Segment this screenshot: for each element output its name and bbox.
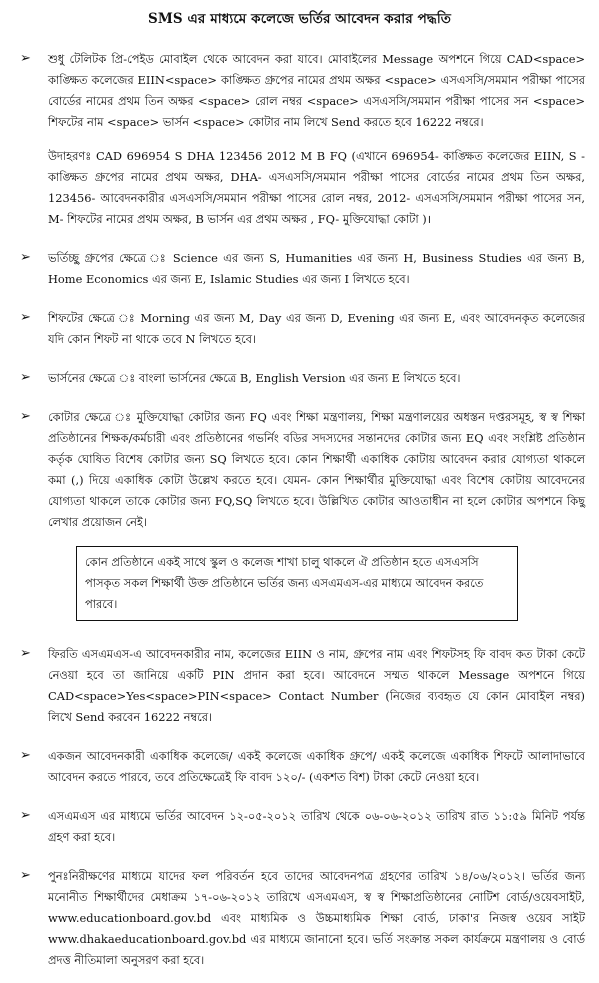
arrow-bullet-icon: ➢ <box>20 310 31 325</box>
arrow-bullet-icon: ➢ <box>20 250 31 265</box>
arrow-bullet-icon: ➢ <box>20 409 31 424</box>
arrow-bullet-icon: ➢ <box>20 51 31 66</box>
arrow-bullet-icon: ➢ <box>20 868 31 883</box>
instruction-item-version <box>14 368 585 389</box>
instruction-text: ভর্তিচ্ছু গ্রুপের ক্ষেত্রে ঃ Science এর জন্য S, Humanities এর জন্য H, Business Studies এর জন্য B, Home Economics এর জন্য E, Islamic Studies এর জন্য I লিখতে হবে। <box>48 251 585 286</box>
instruction-text: কোটার ক্ষেত্রে ঃ মুক্তিযোদ্ধা কোটার জন্য FQ এবং শিক্ষা মন্ত্রণালয়, শিক্ষা মন্ত্রণালয়ের অধস্তন দপ্তরসমূহ, স্ব স্ব শিক্ষা প্রতিষ্ঠানের শিক্ষক/কর্মচারী এবং প্রতিষ্ঠানের গভর্নিং বডির সদস্যদের সন্তানদের কোটার জন্য EQ এবং সংশ্লিষ্ট প্রতিষ্ঠান কর্তৃক ঘোষিত বিশেষ কোটার জন্য SQ লিখতে হবে। কোন শিক্ষার্থী একাধিক কোটায় আবেদন করার যোগ্যতা থাকলে কমা (,) দিয়ে একাধিক কোটা উল্লেখ করতে হবে। যেমন- কোন শিক্ষার্থীর মুক্তিযোদ্ধা এবং বিশেষ কোটায় আবেদনের যোগ্যতা থাকলে তাকে কোটার জন্য FQ,SQ লিখতে হবে। উল্লিখিত কোটার আওতাধীন না হলে কোটার অপশনে কিছু লেখার প্রয়োজন নেই। <box>48 410 585 529</box>
instruction-item-sms-format <box>14 49 585 230</box>
instruction-item-quota <box>14 407 585 533</box>
arrow-bullet-icon: ➢ <box>20 370 31 385</box>
instruction-text: শিফটের ক্ষেত্রে ঃ Morning এর জন্য M, Day এর জন্য D, Evening এর জন্য E, এবং আবেদনকৃত কলেজের যদি কোন শিফট না থাকে তবে N লিখতে হবে। <box>48 311 585 346</box>
instruction-item-deadline <box>14 806 585 848</box>
notice-box: কোন প্রতিষ্ঠানে একই সাথে স্কুল ও কলেজ শাখা চালু থাকলে ঐ প্রতিষ্ঠান হতে এসএসসি পাসকৃত সকল শিক্ষার্থী উক্ত প্রতিষ্ঠানে ভর্তির জন্য এসএমএস-এর মাধ্যমে আবেদন করতে পারবে। <box>76 546 518 621</box>
arrow-bullet-icon: ➢ <box>20 808 31 823</box>
arrow-bullet-icon: ➢ <box>20 748 31 763</box>
instruction-text: এসএমএস এর মাধ্যমে ভর্তির আবেদন ১২-০৫-২০১২ তারিখ থেকে ০৬-০৬-২০১২ তারিখ রাত ১১:৫৯ মিনিট পর্যন্ত গ্রহণ করা হবে। <box>48 809 585 844</box>
instruction-item-results-notice <box>14 866 585 971</box>
instruction-text: একজন আবেদনকারী একাধিক কলেজে/ একই কলেজে একাধিক গ্রুপে/ একই কলেজে একাধিক শিফটে আলাদাভাবে আবেদন করতে পারবে, তবে প্রতিক্ষেত্রেই ফি বাবদ ১২০/- (একশত বিশ) টাকা কেটে নেওয়া হবে। <box>48 749 585 784</box>
instruction-text: শুধু টেলিটক প্রি-পেইড মোবাইল থেকে আবেদন করা যাবে। মোবাইলের Message অপশনে গিয়ে CAD<space> কাঙ্ক্ষিত কলেজের EIIN<space> কাঙ্ক্ষিত গ্রুপের নামের প্রথম অক্ষর <space> এসএসসি/সমমান পরীক্ষা পাসের বোর্ডের নামের প্রথম তিন অক্ষর <space> রোল নম্বর <space> এসএসসি/সমমান পরীক্ষা পাসের সন <space> শিফটের নাম <space> ভার্সন <space> কোটার নাম লিখে Send করতে হবে 16222 নম্বরে। <box>48 52 585 129</box>
document-title: SMS এর মাধ্যমে কলেজে ভর্তির আবেদন করার পদ্ধতি <box>148 11 451 27</box>
instruction-text: পুনঃনিরীক্ষণের মাধ্যমে যাদের ফল পরিবর্তন হবে তাদের আবেদনপত্র গ্রহণের তারিখ ১৪/০৬/২০১২। ভর্তির জন্য মনোনীত শিক্ষার্থীদের মেধাক্রম ১৭-০৬-২০১২ তারিখে এসএমএস, স্ব স্ব শিক্ষাপ্রতিষ্ঠানের নোটিশ বোর্ড/ওয়েবসাইট, www.educationboard.gov.bd এবং মাধ্যমিক ও উচ্চমাধ্যমিক শিক্ষা বোর্ড, ঢাকা'র নিজস্ব ওয়েব সাইট www.dhakaeducationboard.gov.bd এর মাধ্যমে জানানো হবে। ভর্তি সংক্রান্ত সকল কার্যক্রমে মন্ত্রণালয় ও বোর্ড প্রদত্ত নীতিমালা অনুসরণ করা হবে। <box>48 869 585 967</box>
instruction-text: ভার্সনের ক্ষেত্রে ঃ বাংলা ভার্সনের ক্ষেত্রে B, English Version এর জন্য E লিখতে হবে। <box>48 371 461 385</box>
instruction-item-multiple-applications <box>14 746 585 788</box>
instruction-item-shift <box>14 308 585 350</box>
instruction-item-group <box>14 248 585 290</box>
instruction-text: ফিরতি এসএমএস-এ আবেদনকারীর নাম, কলেজের EIIN ও নাম, গ্রুপের নাম এবং শিফটসহ ফি বাবদ কত টাকা কেটে নেওয়া হবে তা জানিয়ে একটি PIN প্রদান করা হবে। আবেদনে সম্মত থাকলে Message অপশনে গিয়ে CAD<space>Yes<space>PIN<space> Contact Number (নিজের ব্যবহৃত যে কোন মোবাইল নম্বর) লিখে Send করবেন 16222 নম্বরে। <box>48 647 585 724</box>
instruction-item-pin-confirmation <box>14 644 585 728</box>
example-text: উদাহরণঃ CAD 696954 S DHA 123456 2012 M B FQ (এখানে 696954- কাঙ্ক্ষিত কলেজের EIIN, S - কাঙ্ক্ষিত গ্রুপের নামের প্রথম অক্ষর, DHA- এসএসসি/সমমান পরীক্ষা পাসের বোর্ডের নামের প্রথম তিন অক্ষর, 123456- আবেদনকারীর এসএসসি/সমমান পরীক্ষা পাসের রোল নম্বর, 2012- এসএসসি/সমমান পরীক্ষা পাসের সন, M- শিফটের নামের প্রথম অক্ষর, B ভার্সন এর প্রথম অক্ষর , FQ- মুক্তিযোদ্ধা কোটা )। <box>48 149 585 226</box>
arrow-bullet-icon: ➢ <box>20 646 31 661</box>
